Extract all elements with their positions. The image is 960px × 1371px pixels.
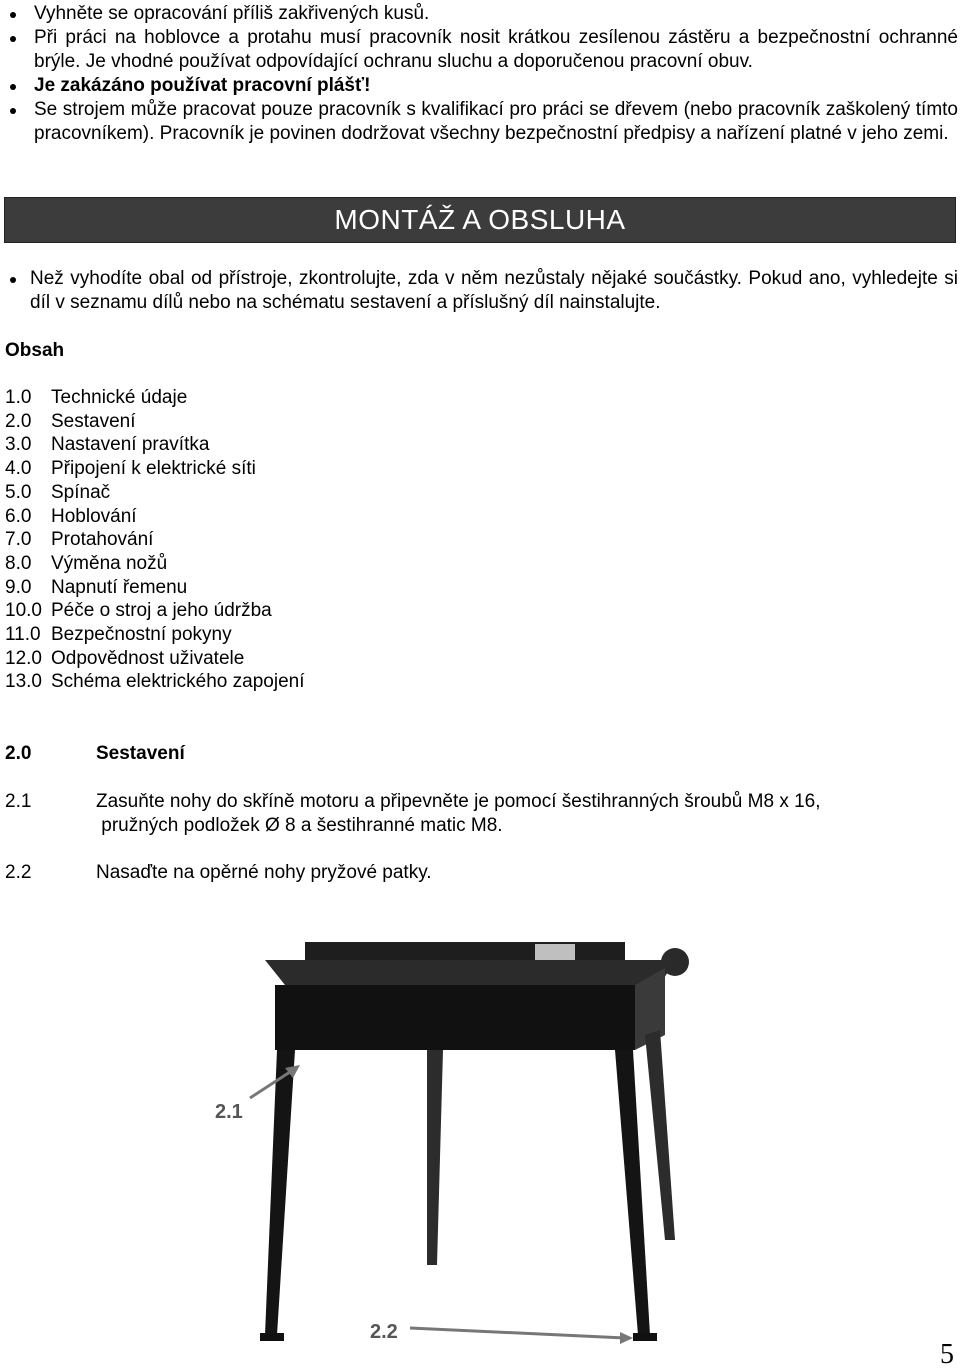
bullet-dot — [10, 84, 16, 90]
assembly-step — [5, 790, 821, 838]
toc-item-label: Odpovědnost uživatele — [51, 647, 245, 669]
foot-pad — [633, 1333, 657, 1341]
safety-bullet-text-bold: Je zakázáno používat pracovní plášť! — [34, 75, 371, 96]
front-right-leg — [615, 1050, 650, 1335]
safety-bullet — [0, 98, 958, 146]
housing-top-face — [265, 960, 675, 985]
toc-item-label: Spínač — [51, 481, 111, 503]
step-number: 2.1 — [5, 791, 32, 812]
arrow-head-icon — [620, 1332, 633, 1344]
toc-item-number: 5.0 — [5, 481, 32, 503]
toc-item-label: Schéma elektrického zapojení — [51, 671, 305, 693]
page-number: 5 — [940, 1339, 954, 1370]
safety-bullet — [0, 74, 958, 98]
toc-item — [5, 410, 304, 434]
section-banner — [4, 197, 956, 243]
safety-bullet-text: Při práci na hoblovce a protahu musí pracovník nosit krátkou zesílenou zástěru a bezpečnostní ochranné brýle. Je vhodné používat odpovídající ochranu sluchu a doporučenou pracovní obuv. — [34, 27, 958, 72]
toc-item — [5, 457, 304, 481]
toc-item-number: 10.0 — [5, 600, 42, 622]
assembly-heading-label: Sestavení — [96, 743, 185, 764]
toc-item-number: 11.0 — [5, 624, 41, 646]
figure-label-2-1: 2.1 — [215, 1101, 243, 1123]
toc-item-label: Hoblování — [51, 505, 137, 527]
unpack-note-text: Než vyhodíte obal od přístroje, zkontrolujte, zda v něm nezůstaly nějaké součástky. Pokud ano, vyhledejte si díl v seznamu dílů nebo na schématu sestavení a příslušný díl nainstalujte. — [30, 268, 958, 313]
step-text-line: pružných podložek Ø 8 a šestihranné matic M8. — [96, 815, 503, 836]
toc-item-label: Protahování — [51, 529, 154, 551]
toc-item-label: Nastavení pravítka — [51, 434, 210, 456]
step-text: Nasaďte na opěrné nohy pryžové patky. — [96, 862, 432, 883]
motor-detail — [535, 944, 575, 960]
assembly-step — [5, 861, 432, 885]
safety-bullet-text: Vyhněte se opracování příliš zakřivených kusů. — [34, 3, 430, 24]
step-text — [96, 790, 821, 838]
toc-item — [5, 670, 304, 694]
toc-list — [5, 386, 304, 694]
toc-item-number: 12.0 — [5, 647, 42, 669]
foot-pad — [260, 1333, 284, 1341]
toc-item-number: 6.0 — [5, 505, 32, 527]
bullet-dot — [10, 277, 16, 283]
toc-item-label: Připojení k elektrické síti — [51, 458, 256, 480]
section-banner-title: MONTÁŽ A OBSLUHA — [334, 204, 626, 235]
safety-bullet-list — [0, 2, 958, 146]
unpack-note-list — [0, 267, 958, 315]
toc-item — [5, 576, 304, 600]
toc-item-number: 8.0 — [5, 552, 32, 574]
assembly-heading — [5, 742, 185, 766]
toc-item-number: 3.0 — [5, 434, 32, 456]
toc-item-label: Péče o stroj a jeho údržba — [51, 600, 272, 622]
stand-assembly-figure — [205, 940, 705, 1365]
unpack-note — [0, 267, 958, 315]
toc-item-number: 9.0 — [5, 576, 32, 598]
toc-item-number: 13.0 — [5, 671, 42, 693]
toc-item — [5, 505, 304, 529]
toc-item — [5, 528, 304, 552]
figure-label-2-2: 2.2 — [370, 1321, 398, 1343]
bullet-dot — [10, 36, 16, 42]
toc-item — [5, 386, 304, 410]
back-right-leg — [645, 1030, 675, 1240]
motor-housing-top — [305, 942, 625, 960]
toc-item-number: 7.0 — [5, 529, 32, 551]
safety-bullet-text: Se strojem může pracovat pouze pracovník s kvalifikací pro práci se dřevem (nebo pracovník zaškolený tímto pracovníkem). Pracovník je povinen dodržovat všechny bezpečnostní předpisy a nařízení platné v jeho zemi. — [34, 99, 958, 144]
toc-item — [5, 552, 304, 576]
back-left-leg — [427, 1050, 443, 1265]
figure-arrow — [410, 1328, 625, 1338]
bullet-dot — [10, 108, 16, 114]
safety-bullet — [0, 26, 958, 74]
front-left-leg — [265, 1050, 295, 1335]
bullet-dot — [10, 12, 16, 18]
step-text-line: Zasuňte nohy do skříně motoru a připevněte je pomocí šestihranných šroubů M8 x 16, — [96, 791, 821, 812]
housing-front-face — [275, 985, 635, 1050]
toc-item-label: Sestavení — [51, 410, 136, 432]
toc-title: Obsah — [5, 340, 65, 361]
toc-item-label: Bezpečnostní pokyny — [51, 624, 232, 646]
toc-item-label: Technické údaje — [51, 387, 188, 408]
toc-item — [5, 433, 304, 457]
toc-item — [5, 481, 304, 505]
toc-item-number: 2.0 — [5, 410, 32, 432]
assembly-heading-number: 2.0 — [5, 743, 32, 764]
step-number: 2.2 — [5, 862, 32, 883]
safety-bullet — [0, 2, 958, 26]
toc-item-label: Napnutí řemenu — [51, 576, 188, 598]
toc-item — [5, 623, 304, 647]
toc-item-label: Výměna nožů — [51, 552, 168, 574]
toc-item-number: 1.0 — [5, 387, 32, 408]
toc-item — [5, 599, 304, 623]
toc-item — [5, 647, 304, 671]
toc-item-number: 4.0 — [5, 458, 32, 480]
